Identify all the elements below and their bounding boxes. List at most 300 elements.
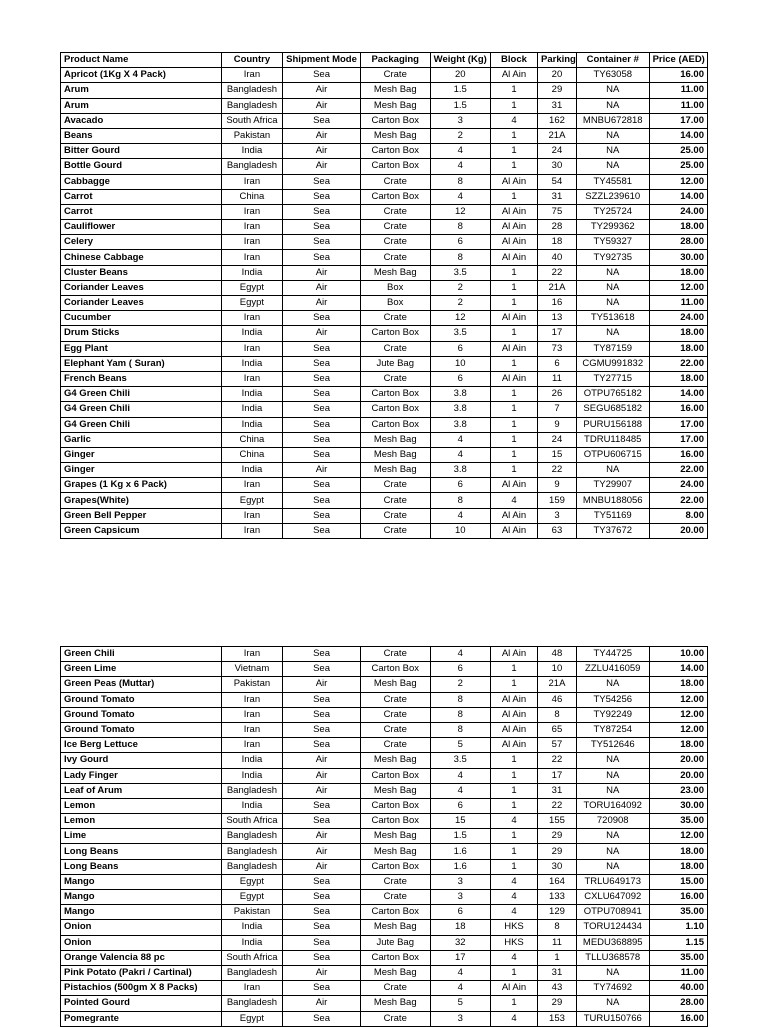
cell-block: 1 (490, 326, 537, 341)
cell-parking: 63 (538, 523, 577, 538)
cell-packaging: Crate (360, 68, 430, 83)
cell-block: 1 (490, 189, 537, 204)
table-row (61, 950, 708, 965)
cell-price: 12.00 (649, 692, 707, 707)
cell-container: ZZLU416059 (576, 662, 649, 677)
cell-block: 1 (490, 829, 537, 844)
cell-parking: 9 (538, 417, 577, 432)
cell-packaging: Mesh Bag (360, 829, 430, 844)
cell-parking: 159 (538, 493, 577, 508)
cell-shipment-mode: Sea (283, 798, 361, 813)
cell-price: 14.00 (649, 662, 707, 677)
cell-product-name: Mango (61, 874, 222, 889)
cell-weight: 2 (430, 296, 490, 311)
cell-country: China (221, 189, 282, 204)
cell-product-name: Celery (61, 235, 222, 250)
cell-product-name: Mango (61, 905, 222, 920)
cell-parking: 20 (538, 68, 577, 83)
cell-price: 24.00 (649, 478, 707, 493)
cell-parking: 11 (538, 371, 577, 386)
cell-product-name: Garlic (61, 432, 222, 447)
cell-shipment-mode: Sea (283, 647, 361, 662)
cell-product-name: Ginger (61, 463, 222, 478)
cell-price: 12.00 (649, 174, 707, 189)
cell-price: 18.00 (649, 220, 707, 235)
cell-parking: 28 (538, 220, 577, 235)
cell-country: China (221, 447, 282, 462)
cell-container: NA (576, 677, 649, 692)
cell-shipment-mode: Air (283, 965, 361, 980)
cell-packaging: Carton Box (360, 950, 430, 965)
cell-product-name: Elephant Yam ( Suran) (61, 356, 222, 371)
cell-shipment-mode: Air (283, 326, 361, 341)
cell-country: Iran (221, 250, 282, 265)
cell-container: NA (576, 859, 649, 874)
table-row (61, 814, 708, 829)
cell-weight: 6 (430, 478, 490, 493)
cell-container: TY87254 (576, 722, 649, 737)
cell-packaging: Crate (360, 707, 430, 722)
cell-parking: 8 (538, 707, 577, 722)
cell-container: OTPU708941 (576, 905, 649, 920)
cell-product-name: Ice Berg Lettuce (61, 738, 222, 753)
cell-packaging: Jute Bag (360, 356, 430, 371)
cell-parking: 17 (538, 326, 577, 341)
cell-block: 1 (490, 417, 537, 432)
cell-weight: 1.6 (430, 844, 490, 859)
cell-price: 20.00 (649, 768, 707, 783)
cell-weight: 3.8 (430, 387, 490, 402)
cell-block: 4 (490, 905, 537, 920)
cell-block: 1 (490, 783, 537, 798)
cell-block: 1 (490, 387, 537, 402)
cell-block: Al Ain (490, 341, 537, 356)
cell-price: 22.00 (649, 493, 707, 508)
cell-container: NA (576, 98, 649, 113)
cell-price: 11.00 (649, 296, 707, 311)
cell-product-name: G4 Green Chili (61, 387, 222, 402)
cell-country: Pakistan (221, 128, 282, 143)
cell-price: 20.00 (649, 523, 707, 538)
cell-price: 17.00 (649, 432, 707, 447)
cell-parking: 75 (538, 204, 577, 219)
cell-product-name: Lemon (61, 814, 222, 829)
table-row (61, 874, 708, 889)
cell-shipment-mode: Air (283, 265, 361, 280)
cell-container: TDRU118485 (576, 432, 649, 447)
cell-block: Al Ain (490, 371, 537, 386)
cell-country: South Africa (221, 113, 282, 128)
table-row (61, 144, 708, 159)
table-row (61, 890, 708, 905)
cell-container: NA (576, 965, 649, 980)
cell-price: 28.00 (649, 996, 707, 1011)
cell-block: 4 (490, 1011, 537, 1026)
table-row (61, 235, 708, 250)
table-row (61, 981, 708, 996)
table-row (61, 250, 708, 265)
cell-product-name: Cluster Beans (61, 265, 222, 280)
cell-country: Bangladesh (221, 159, 282, 174)
cell-country: Bangladesh (221, 829, 282, 844)
cell-shipment-mode: Sea (283, 493, 361, 508)
cell-block: 1 (490, 996, 537, 1011)
cell-price: 30.00 (649, 250, 707, 265)
cell-block: Al Ain (490, 68, 537, 83)
cell-country: Iran (221, 647, 282, 662)
table-row (61, 68, 708, 83)
cell-parking: 30 (538, 159, 577, 174)
table-row (61, 707, 708, 722)
cell-country: Iran (221, 478, 282, 493)
header-country: Country (221, 53, 282, 68)
cell-block: Al Ain (490, 250, 537, 265)
cell-weight: 12 (430, 311, 490, 326)
cell-parking: 16 (538, 296, 577, 311)
cell-weight: 1.5 (430, 98, 490, 113)
cell-container: NA (576, 128, 649, 143)
cell-shipment-mode: Air (283, 844, 361, 859)
header-row (61, 53, 708, 68)
cell-packaging: Crate (360, 890, 430, 905)
cell-product-name: Long Beans (61, 844, 222, 859)
cell-price: 17.00 (649, 113, 707, 128)
cell-packaging: Carton Box (360, 159, 430, 174)
cell-weight: 1.6 (430, 859, 490, 874)
cell-block: 1 (490, 356, 537, 371)
cell-weight: 3 (430, 113, 490, 128)
header-parking: Parking (538, 53, 577, 68)
cell-weight: 6 (430, 798, 490, 813)
cell-packaging: Mesh Bag (360, 98, 430, 113)
table-row (61, 996, 708, 1011)
cell-product-name: French Beans (61, 371, 222, 386)
cell-parking: 13 (538, 311, 577, 326)
cell-block: Al Ain (490, 478, 537, 493)
table-row (61, 920, 708, 935)
cell-container: TY63058 (576, 68, 649, 83)
cell-shipment-mode: Sea (283, 738, 361, 753)
cell-country: India (221, 402, 282, 417)
cell-container: OTPU765182 (576, 387, 649, 402)
cell-shipment-mode: Air (283, 296, 361, 311)
cell-shipment-mode: Sea (283, 250, 361, 265)
table-row (61, 738, 708, 753)
cell-container: NA (576, 144, 649, 159)
cell-country: Egypt (221, 493, 282, 508)
cell-packaging: Carton Box (360, 387, 430, 402)
cell-shipment-mode: Sea (283, 402, 361, 417)
cell-country: Iran (221, 235, 282, 250)
table-row (61, 326, 708, 341)
cell-shipment-mode: Sea (283, 905, 361, 920)
cell-product-name: Pistachios (500gm X 8 Packs) (61, 981, 222, 996)
cell-country: Iran (221, 220, 282, 235)
cell-block: 1 (490, 280, 537, 295)
cell-country: India (221, 417, 282, 432)
cell-shipment-mode: Sea (283, 417, 361, 432)
cell-container: 720908 (576, 814, 649, 829)
cell-parking: 31 (538, 189, 577, 204)
cell-country: China (221, 432, 282, 447)
cell-block: 1 (490, 144, 537, 159)
cell-price: 14.00 (649, 387, 707, 402)
table-row (61, 859, 708, 874)
cell-packaging: Mesh Bag (360, 128, 430, 143)
cell-weight: 3.8 (430, 417, 490, 432)
cell-price: 16.00 (649, 447, 707, 462)
cell-container: MNBU188056 (576, 493, 649, 508)
table-row (61, 508, 708, 523)
cell-packaging: Carton Box (360, 189, 430, 204)
cell-country: Iran (221, 371, 282, 386)
cell-weight: 3.8 (430, 402, 490, 417)
cell-parking: 11 (538, 935, 577, 950)
cell-price: 18.00 (649, 326, 707, 341)
cell-packaging: Carton Box (360, 113, 430, 128)
cell-parking: 31 (538, 783, 577, 798)
cell-product-name: Ground Tomato (61, 692, 222, 707)
cell-packaging: Carton Box (360, 768, 430, 783)
cell-product-name: Cabbagge (61, 174, 222, 189)
cell-container: NA (576, 280, 649, 295)
cell-shipment-mode: Air (283, 859, 361, 874)
cell-parking: 22 (538, 265, 577, 280)
cell-weight: 8 (430, 707, 490, 722)
cell-container: PURU156188 (576, 417, 649, 432)
cell-parking: 21A (538, 677, 577, 692)
cell-packaging: Crate (360, 250, 430, 265)
cell-shipment-mode: Air (283, 98, 361, 113)
cell-product-name: Pointed Gourd (61, 996, 222, 1011)
cell-country: Egypt (221, 296, 282, 311)
cell-packaging: Crate (360, 371, 430, 386)
cell-weight: 3.5 (430, 326, 490, 341)
cell-block: 1 (490, 265, 537, 280)
cell-price: 24.00 (649, 204, 707, 219)
cell-container: TORU164092 (576, 798, 649, 813)
cell-country: Iran (221, 692, 282, 707)
cell-price: 11.00 (649, 98, 707, 113)
cell-country: Iran (221, 68, 282, 83)
cell-block: Al Ain (490, 981, 537, 996)
cell-shipment-mode: Sea (283, 189, 361, 204)
table-row (61, 387, 708, 402)
cell-packaging: Crate (360, 220, 430, 235)
table-row (61, 128, 708, 143)
cell-shipment-mode: Sea (283, 1011, 361, 1026)
cell-price: 11.00 (649, 965, 707, 980)
cell-block: 1 (490, 159, 537, 174)
cell-weight: 2 (430, 677, 490, 692)
cell-parking: 48 (538, 647, 577, 662)
cell-packaging: Crate (360, 981, 430, 996)
cell-container: TURU150766 (576, 1011, 649, 1026)
cell-country: India (221, 463, 282, 478)
table-row (61, 402, 708, 417)
cell-price: 28.00 (649, 235, 707, 250)
cell-price: 25.00 (649, 144, 707, 159)
cell-product-name: Lime (61, 829, 222, 844)
cell-country: Egypt (221, 1011, 282, 1026)
cell-product-name: Egg Plant (61, 341, 222, 356)
cell-container: NA (576, 83, 649, 98)
cell-product-name: Ground Tomato (61, 722, 222, 737)
cell-packaging: Box (360, 296, 430, 311)
cell-price: 18.00 (649, 859, 707, 874)
cell-weight: 3 (430, 874, 490, 889)
cell-packaging: Crate (360, 523, 430, 538)
cell-packaging: Mesh Bag (360, 844, 430, 859)
cell-product-name: Chinese Cabbage (61, 250, 222, 265)
cell-shipment-mode: Sea (283, 707, 361, 722)
cell-container: OTPU606715 (576, 447, 649, 462)
cell-shipment-mode: Sea (283, 113, 361, 128)
cell-product-name: Lemon (61, 798, 222, 813)
header-block: Block (490, 53, 537, 68)
cell-block: Al Ain (490, 508, 537, 523)
cell-packaging: Carton Box (360, 798, 430, 813)
cell-block: Al Ain (490, 174, 537, 189)
cell-product-name: Ginger (61, 447, 222, 462)
cell-parking: 133 (538, 890, 577, 905)
cell-parking: 26 (538, 387, 577, 402)
table-row (61, 523, 708, 538)
cell-price: 23.00 (649, 783, 707, 798)
cell-country: India (221, 144, 282, 159)
cell-block: HKS (490, 935, 537, 950)
cell-shipment-mode: Air (283, 677, 361, 692)
cell-country: Bangladesh (221, 965, 282, 980)
cell-parking: 46 (538, 692, 577, 707)
cell-shipment-mode: Sea (283, 662, 361, 677)
cell-block: Al Ain (490, 220, 537, 235)
cell-shipment-mode: Sea (283, 692, 361, 707)
cell-packaging: Crate (360, 1011, 430, 1026)
cell-packaging: Carton Box (360, 859, 430, 874)
cell-country: Bangladesh (221, 844, 282, 859)
cell-price: 1.10 (649, 920, 707, 935)
cell-packaging: Crate (360, 478, 430, 493)
cell-price: 11.00 (649, 83, 707, 98)
cell-shipment-mode: Sea (283, 874, 361, 889)
cell-price: 16.00 (649, 890, 707, 905)
cell-weight: 4 (430, 447, 490, 462)
cell-container: NA (576, 326, 649, 341)
cell-weight: 8 (430, 174, 490, 189)
cell-container: CGMU991832 (576, 356, 649, 371)
cell-product-name: Ivy Gourd (61, 753, 222, 768)
table-row (61, 463, 708, 478)
cell-shipment-mode: Sea (283, 68, 361, 83)
cell-container: TY74692 (576, 981, 649, 996)
cell-block: 4 (490, 493, 537, 508)
product-table-1 (60, 52, 708, 539)
product-table-2 (60, 646, 708, 1027)
cell-price: 18.00 (649, 371, 707, 386)
cell-weight: 8 (430, 692, 490, 707)
cell-shipment-mode: Sea (283, 387, 361, 402)
cell-packaging: Box (360, 280, 430, 295)
cell-packaging: Crate (360, 722, 430, 737)
cell-product-name: Bottle Gourd (61, 159, 222, 174)
cell-product-name: Carrot (61, 204, 222, 219)
cell-country: Iran (221, 341, 282, 356)
cell-product-name: G4 Green Chili (61, 402, 222, 417)
cell-weight: 3 (430, 1011, 490, 1026)
cell-product-name: Drum Sticks (61, 326, 222, 341)
cell-packaging: Crate (360, 174, 430, 189)
cell-block: Al Ain (490, 738, 537, 753)
cell-block: 1 (490, 296, 537, 311)
cell-shipment-mode: Sea (283, 935, 361, 950)
table-row (61, 159, 708, 174)
cell-product-name: Onion (61, 935, 222, 950)
cell-container: TY513618 (576, 311, 649, 326)
cell-shipment-mode: Air (283, 996, 361, 1011)
cell-parking: 153 (538, 1011, 577, 1026)
cell-container: NA (576, 829, 649, 844)
cell-parking: 31 (538, 965, 577, 980)
cell-container: TY37672 (576, 523, 649, 538)
cell-parking: 18 (538, 235, 577, 250)
cell-weight: 6 (430, 371, 490, 386)
table-row (61, 753, 708, 768)
header-packaging: Packaging (360, 53, 430, 68)
table-row (61, 356, 708, 371)
cell-block: 1 (490, 753, 537, 768)
header-container: Container # (576, 53, 649, 68)
cell-block: 1 (490, 798, 537, 813)
table-row (61, 204, 708, 219)
table-row (61, 677, 708, 692)
cell-packaging: Carton Box (360, 326, 430, 341)
cell-weight: 6 (430, 662, 490, 677)
cell-product-name: Mango (61, 890, 222, 905)
cell-shipment-mode: Sea (283, 508, 361, 523)
cell-country: India (221, 326, 282, 341)
cell-product-name: Cucumber (61, 311, 222, 326)
cell-weight: 4 (430, 965, 490, 980)
cell-shipment-mode: Sea (283, 447, 361, 462)
cell-country: Iran (221, 174, 282, 189)
cell-country: South Africa (221, 814, 282, 829)
cell-shipment-mode: Sea (283, 174, 361, 189)
cell-shipment-mode: Sea (283, 478, 361, 493)
cell-weight: 4 (430, 159, 490, 174)
cell-packaging: Mesh Bag (360, 965, 430, 980)
cell-weight: 12 (430, 204, 490, 219)
cell-weight: 15 (430, 814, 490, 829)
table-row (61, 432, 708, 447)
cell-shipment-mode: Air (283, 280, 361, 295)
cell-container: NA (576, 265, 649, 280)
cell-shipment-mode: Sea (283, 981, 361, 996)
cell-product-name: Leaf of Arum (61, 783, 222, 798)
cell-product-name: Arum (61, 83, 222, 98)
cell-country: Vietnam (221, 662, 282, 677)
cell-block: Al Ain (490, 707, 537, 722)
cell-product-name: Grapes (1 Kg x 6 Pack) (61, 478, 222, 493)
cell-parking: 31 (538, 98, 577, 113)
cell-container: TY51169 (576, 508, 649, 523)
cell-country: Bangladesh (221, 996, 282, 1011)
cell-block: 1 (490, 128, 537, 143)
cell-price: 22.00 (649, 356, 707, 371)
cell-parking: 22 (538, 753, 577, 768)
cell-weight: 4 (430, 768, 490, 783)
cell-block: 4 (490, 113, 537, 128)
